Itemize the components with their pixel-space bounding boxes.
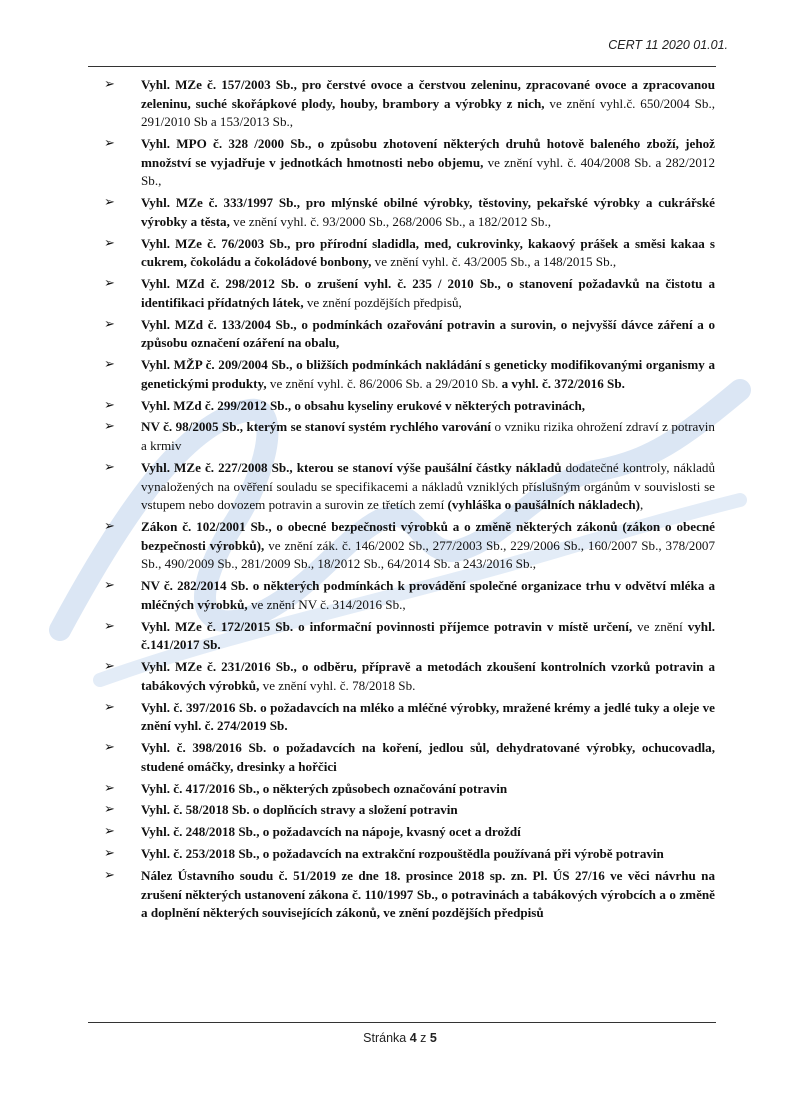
list-item-text <box>141 76 715 132</box>
arrowhead-bullet-icon: ➢ <box>104 419 115 435</box>
arrowhead-bullet-icon: ➢ <box>104 357 115 373</box>
arrowhead-bullet-icon: ➢ <box>104 802 115 818</box>
arrowhead-bullet-icon: ➢ <box>104 276 115 292</box>
list-item <box>101 867 715 923</box>
page-label: Stránka <box>363 1031 407 1045</box>
regulation-citation: Vyhl. č. 398/2016 Sb. o požadavcích na koření, jedlou sůl, dehydratované výrobky, ochucovadla, studené omáčky, dresinky a hořčici <box>141 740 715 774</box>
regulation-citation: Vyhl. č. 248/2018 Sb., o požadavcích na nápoje, kvasný ocet a droždí <box>141 824 521 840</box>
regulation-amendments: ve znění NV č. 314/2016 Sb., <box>247 596 406 612</box>
list-item-text <box>141 397 715 416</box>
regulation-citation: Vyhl. MZe č. 172/2015 Sb. o informační povinnosti příjemce potravin v místě určení, <box>141 618 633 634</box>
list-item <box>101 316 715 353</box>
regulation-amendments: ve znění vyhl. č. 93/2000 Sb., 268/2006 Sb., a 182/2012 Sb., <box>229 213 552 229</box>
arrowhead-bullet-icon: ➢ <box>104 397 115 413</box>
list-item <box>101 135 715 191</box>
list-item <box>101 194 715 231</box>
list-item-text <box>141 577 715 614</box>
regulation-citation: Vyhl. MŽP č. 209/2004 Sb., o bližších podmínkách nakládání s geneticky modifikovanými organismy a genetickými produkty, <box>141 357 715 391</box>
list-item <box>101 699 715 736</box>
list-item <box>101 418 715 455</box>
regulation-citation: NV č. 98/2005 Sb., kterým se stanoví systém rychlého varování <box>141 419 492 435</box>
document-code: CERT 11 2020 01.01. <box>608 38 728 52</box>
regulation-amendments: o vzniku rizika ohrožení zdraví z potravin a krmiv <box>141 419 715 454</box>
list-item-text <box>141 845 715 864</box>
regulation-amendments: ve znění <box>632 618 683 634</box>
footer-rule <box>88 1022 716 1023</box>
arrowhead-bullet-icon: ➢ <box>104 136 115 152</box>
regulation-citation: Vyhl. MZe č. 231/2016 Sb., o odběru, přípravě a metodách zkoušení kontrolních vzorků potravin a tabákových výrobků, <box>141 659 715 693</box>
regulation-amendments: dodatečné kontroly, nákladů vynaložených na ověření souladu se specifikacemi a nákladů vzniklých příslušným orgánům v souvislosti se vstupem nebo dovozem potravin a surovin ze třetích zemí <box>141 459 715 513</box>
list-item-text <box>141 780 715 799</box>
arrowhead-bullet-icon: ➢ <box>104 868 115 884</box>
list-item-text <box>141 459 715 515</box>
regulation-amendments: ve znění zák. č. 146/2002 Sb., 277/2003 Sb., 229/2006 Sb., 160/2007 Sb., 378/2007 Sb., 490/2009 Sb., 281/2009 Sb., 18/2012 Sb., 64/2014 Sb. a 243/2016 Sb., <box>141 537 715 572</box>
list-item <box>101 275 715 312</box>
regulation-citation: Zákon č. 102/2001 Sb., o obecné bezpečnosti výrobků a o změně některých zákonů (zákon o obecné bezpečnosti výrobků), <box>141 519 715 553</box>
regulation-citation: Vyhl. č. 253/2018 Sb., o požadavcích na extrakční rozpouštědla používaná při výrobě potravin <box>141 846 664 862</box>
regulation-amendments: ve znění vyhl. č. 404/2008 Sb. a 282/2012 Sb., <box>141 154 716 189</box>
regulation-amendments: ve znění vyhl. č. 78/2018 Sb. <box>259 677 416 693</box>
arrowhead-bullet-icon: ➢ <box>104 235 115 251</box>
list-item-text <box>141 658 715 695</box>
list-item-text <box>141 618 715 655</box>
regulation-citation: Vyhl. MZe č. 227/2008 Sb., kterou se stanoví výše paušální částky nákladů <box>141 459 562 475</box>
arrowhead-bullet-icon: ➢ <box>104 740 115 756</box>
regulation-citation: Vyhl. č. 397/2016 Sb. o požadavcích na mléko a mléčné výrobky, mražené krémy a jedlé tuky a oleje ve znění vyhl. č. 274/2019 Sb. <box>141 699 715 734</box>
list-item <box>101 235 715 272</box>
regulation-list <box>101 76 715 926</box>
regulation-citation: Vyhl. MZe č. 157/2003 Sb., pro čerstvé ovoce a čerstvou zeleninu, zpracované ovoce a zpracovanou zeleninu, suché skořápkové plody, houby, brambory a výrobky z nich, <box>141 77 715 111</box>
arrowhead-bullet-icon: ➢ <box>104 578 115 594</box>
list-item-text <box>141 823 715 842</box>
arrowhead-bullet-icon: ➢ <box>104 780 115 796</box>
list-item <box>101 658 715 695</box>
regulation-citation: vyhl. č.141/2017 Sb. <box>141 618 715 653</box>
regulation-citation: Vyhl. MZd č. 298/2012 Sb. o zrušení vyhl. č. 235 / 2010 Sb., o stanovení požadavků na čistotu a identifikaci přídatných látek, <box>141 276 715 310</box>
arrowhead-bullet-icon: ➢ <box>104 659 115 675</box>
regulation-citation: NV č. 282/2014 Sb. o některých podmínkách k provádění společné organizace trhu v odvětví mléka a mléčných výrobků, <box>141 578 715 612</box>
page-current: 4 <box>409 1031 417 1045</box>
regulation-citation: Vyhl. MPO č. 328 /2000 Sb., o způsobu zhotovení některých druhů hotově baleného zboží, jehož množství se vyjadřuje v jednotkách hmotnosti nebo objemu, <box>141 136 715 170</box>
regulation-citation: Vyhl. MZd č. 299/2012 Sb., o obsahu kyseliny erukové v některých potravinách, <box>141 397 586 413</box>
list-item-text <box>141 867 715 923</box>
arrowhead-bullet-icon: ➢ <box>104 618 115 634</box>
list-item <box>101 780 715 799</box>
list-item <box>101 518 715 574</box>
regulation-citation: Vyhl. MZe č. 76/2003 Sb., pro přírodní sladidla, med, cukrovinky, kakaový prášek a směsi kakaa s cukrem, čokoládu a čokoládové bonbony, <box>141 235 715 270</box>
list-item <box>101 577 715 614</box>
list-item-text <box>141 316 715 353</box>
list-item-text <box>141 518 715 574</box>
list-item-text <box>141 275 715 312</box>
arrowhead-bullet-icon: ➢ <box>104 824 115 840</box>
regulation-citation: (vyhláška o paušálních nákladech) <box>444 497 640 513</box>
list-item <box>101 356 715 393</box>
regulation-amendments: ve znění vyhl. č. 43/2005 Sb., a 148/2015 Sb., <box>371 254 617 270</box>
list-item <box>101 397 715 416</box>
page-of: z <box>420 1031 427 1045</box>
arrowhead-bullet-icon: ➢ <box>104 316 115 332</box>
arrowhead-bullet-icon: ➢ <box>104 77 115 92</box>
list-item-text <box>141 418 715 455</box>
regulation-citation: Nález Ústavního soudu č. 51/2019 ze dne 18. prosince 2018 sp. zn. Pl. ÚS 27/16 ve věci návrhu na zrušení některých ustanovení zákona č. 110/1997 Sb., o potravinách a tabákových výrobcích a o změně a doplnění některých souvisejících zákonů, ve znění pozdějších předpisů <box>141 868 715 921</box>
list-item <box>101 823 715 842</box>
arrowhead-bullet-icon: ➢ <box>104 519 115 535</box>
regulation-citation: Vyhl. č. 58/2018 Sb. o doplňcích stravy a složení potravin <box>141 802 458 818</box>
list-item-text <box>141 135 715 191</box>
regulation-citation: Vyhl. MZd č. 133/2004 Sb., o podmínkách ozařování potravin a surovin, o nejvyšší dávce záření a o způsobu označení ozáření na obalu, <box>141 316 715 351</box>
list-item <box>101 76 715 132</box>
list-item <box>101 739 715 776</box>
arrowhead-bullet-icon: ➢ <box>104 459 115 475</box>
list-item-text <box>141 356 715 393</box>
arrowhead-bullet-icon: ➢ <box>104 195 115 211</box>
page-footer <box>0 1031 800 1045</box>
regulation-amendments: ve znění vyhl. č. 86/2006 Sb. a 29/2010 Sb. <box>266 375 499 391</box>
list-item-text <box>141 699 715 736</box>
regulation-citation: Vyhl. č. 417/2016 Sb., o některých způsobech označování potravin <box>141 780 508 796</box>
regulation-citation: Vyhl. MZe č. 333/1997 Sb., pro mlýnské obilné výrobky, těstoviny, pekařské výrobky a cukrářské výrobky a těsta, <box>141 195 715 229</box>
regulation-amendments: ve znění vyhl.č. 650/2004 Sb., 291/2010 Sb a 153/2013 Sb., <box>141 95 716 130</box>
header-rule <box>88 66 716 67</box>
list-item-text <box>141 194 715 231</box>
regulation-citation: a vyhl. č. 372/2016 Sb. <box>498 375 625 391</box>
page-total: 5 <box>429 1031 437 1045</box>
list-item-text <box>141 235 715 272</box>
list-item <box>101 845 715 864</box>
regulation-amendments: ve znění pozdějších předpisů, <box>303 294 462 310</box>
list-item <box>101 459 715 515</box>
arrowhead-bullet-icon: ➢ <box>104 699 115 715</box>
list-item-text <box>141 739 715 776</box>
list-item <box>101 618 715 655</box>
arrowhead-bullet-icon: ➢ <box>104 846 115 862</box>
list-item-text <box>141 801 715 820</box>
list-item <box>101 801 715 820</box>
regulation-amendments: , <box>640 497 644 513</box>
